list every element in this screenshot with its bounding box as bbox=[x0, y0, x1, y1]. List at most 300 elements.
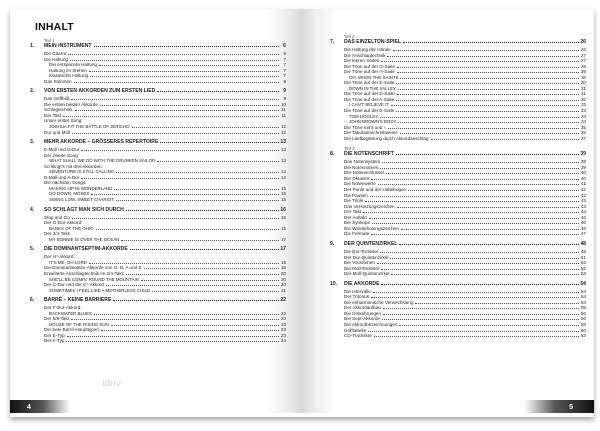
entry-title: SWING LOW, SWEET CHARIOT bbox=[49, 197, 114, 203]
watermark: idnv bbox=[102, 379, 122, 389]
dot-leader bbox=[370, 196, 579, 197]
entry-page: 35 bbox=[580, 124, 586, 130]
entry-page: 46 bbox=[580, 214, 586, 220]
chapter-page: 26 bbox=[580, 39, 586, 45]
entry-page: 37 bbox=[580, 135, 586, 141]
entry-page: 23 bbox=[280, 316, 286, 322]
chapter-title: VON ERSTEN AKKORDEN ZUM ERSTEN LIED bbox=[44, 88, 156, 95]
entry-title: Das Stimmen bbox=[44, 78, 72, 84]
entry-page: 16 bbox=[280, 214, 286, 220]
entry-page: 52 bbox=[580, 260, 586, 266]
toc-chapter[interactable] bbox=[330, 152, 586, 159]
entry-page: 11 bbox=[281, 112, 286, 118]
entry-title: IT'S ME, OH LORD bbox=[49, 259, 87, 265]
entry-title: MY BONNIE IS OVER THE OCEAN bbox=[49, 236, 120, 242]
entry-page: 9 bbox=[283, 96, 286, 102]
dot-leader bbox=[157, 91, 279, 92]
chapter-title: DAS EINZELTON-SPIEL bbox=[344, 39, 401, 45]
dot-leader bbox=[400, 133, 579, 134]
entry-page: 20 bbox=[280, 282, 286, 288]
entry-title: Die Töne auf der E-Saite bbox=[344, 80, 395, 86]
entry-title: Der C-Dur und der C⁷-Akkord bbox=[44, 282, 104, 288]
dot-leader bbox=[393, 50, 579, 51]
dot-leader bbox=[396, 154, 579, 155]
chapter-page: 13 bbox=[280, 139, 286, 146]
chapter-title: MEIN INSTRUMENT bbox=[44, 43, 92, 49]
dot-leader bbox=[381, 269, 579, 270]
entry-page: 15 bbox=[281, 185, 286, 191]
entry-title: Dur und Moll bbox=[44, 129, 71, 135]
entry-title: Die Synkope bbox=[344, 220, 371, 226]
entry-page: 28 bbox=[580, 63, 586, 69]
entry-title: Haltung im Stehen bbox=[49, 67, 87, 73]
entry-title: Das Griffbild bbox=[44, 96, 70, 102]
dot-leader bbox=[67, 336, 279, 337]
chapter-title: DIE DOMINANTSEPTIM-AKKORDE bbox=[44, 246, 128, 253]
entry-page: 52 bbox=[580, 265, 586, 271]
toc-chapter[interactable] bbox=[330, 40, 586, 47]
entry-page: 40 bbox=[580, 170, 586, 176]
dot-leader bbox=[152, 291, 279, 292]
entry-page: 42 bbox=[580, 192, 586, 198]
chapter-title: DIE AKKORDE bbox=[344, 280, 380, 287]
entry-title: Die Dominantseptim-Akkorde von G, D, A und E bbox=[44, 265, 142, 271]
dot-leader bbox=[401, 229, 579, 230]
dot-leader bbox=[383, 314, 579, 315]
entry-title: Die Tabulaturschreibweise bbox=[344, 130, 398, 136]
footer-bar bbox=[524, 400, 594, 413]
entry-title: Der Punkt und der Haltebogen bbox=[344, 187, 407, 193]
dot-leader bbox=[396, 100, 579, 101]
chapter-number: 2. bbox=[30, 88, 35, 95]
chapter-page: 48 bbox=[580, 240, 586, 247]
entry-title: Stop and Go bbox=[44, 214, 70, 220]
entry-title: Die Notennamen bbox=[344, 164, 379, 170]
entry-title: Die Haltung der Hände bbox=[344, 47, 391, 52]
chapter-page: 16 bbox=[280, 206, 286, 213]
entry-page: 12 bbox=[280, 129, 286, 135]
chapter-title: SO SCHLÄGT MAN SICH DURCH bbox=[44, 206, 124, 213]
entry-page: 7 bbox=[283, 56, 286, 62]
entry-title: ADVENTURE IS STILL CALLING bbox=[49, 169, 115, 175]
entry-title: So klingt's mit drei Akkorden: bbox=[44, 163, 103, 169]
entry-page: 13 bbox=[280, 147, 286, 153]
chapter-number: 1. bbox=[30, 43, 35, 49]
dot-leader bbox=[74, 82, 279, 83]
dot-leader bbox=[70, 60, 279, 61]
dot-leader bbox=[126, 210, 279, 211]
entry-page: 18 bbox=[281, 259, 286, 265]
entry-page: 20 bbox=[280, 270, 286, 276]
entry-title: Das Notensystem bbox=[344, 159, 381, 165]
entry-title: D-Moll und A-Dur bbox=[44, 174, 80, 180]
dot-leader bbox=[106, 285, 279, 286]
entry-page: 26 bbox=[580, 47, 586, 52]
dot-leader bbox=[371, 179, 579, 180]
toc-chapter[interactable] bbox=[30, 247, 286, 254]
dot-leader bbox=[68, 54, 279, 55]
entry-page: 14 bbox=[280, 174, 286, 180]
dot-leader bbox=[380, 168, 579, 169]
dot-leader bbox=[141, 280, 279, 281]
chapter-number: 7. bbox=[330, 39, 335, 45]
entry-page: 21 bbox=[281, 287, 286, 293]
chapter-page: 22 bbox=[280, 297, 286, 304]
entry-title: Die Haltung bbox=[44, 56, 69, 62]
entry-page: 46 bbox=[580, 220, 586, 226]
entry-title: Der Takt bbox=[344, 209, 362, 215]
entry-title: Die Töne auf der E-Saite bbox=[344, 108, 395, 114]
entry-page: 13 bbox=[281, 158, 286, 164]
right-page bbox=[301, 9, 594, 413]
dot-leader bbox=[381, 61, 579, 62]
page-heading: INHALT bbox=[35, 21, 74, 33]
chapter-number: 8. bbox=[330, 151, 335, 158]
dot-leader bbox=[381, 284, 579, 285]
dot-leader bbox=[368, 331, 579, 332]
dot-leader bbox=[391, 105, 579, 106]
entry-page: 12 bbox=[281, 124, 286, 130]
entry-title: Der A-Typ bbox=[44, 338, 65, 344]
entry-title: Die Moll-Tonleiter bbox=[344, 265, 380, 271]
entry-page: 40 bbox=[580, 175, 586, 181]
entry-page: 39 bbox=[580, 164, 586, 170]
entry-title: Der F-Dur-Akkord: bbox=[44, 305, 82, 311]
chapter-page: 17 bbox=[280, 246, 286, 253]
chapter-page: 6 bbox=[283, 43, 286, 49]
dot-leader bbox=[377, 263, 579, 264]
entry-title: WHAT SHALL WE DO WITH THE DRUNKEN SAILOR bbox=[49, 158, 156, 164]
dot-leader bbox=[387, 56, 579, 57]
entry-page: 32 bbox=[580, 96, 586, 102]
entry-page: 34 bbox=[581, 113, 586, 119]
dot-leader bbox=[398, 122, 579, 123]
entry-page: 27 bbox=[580, 52, 586, 58]
entry-title: Der Notenschlüssel bbox=[344, 170, 384, 176]
dot-leader bbox=[388, 128, 579, 129]
dot-leader bbox=[382, 319, 579, 320]
dot-leader bbox=[363, 212, 579, 213]
toc-entry[interactable] bbox=[30, 338, 286, 344]
entry-page: 53 bbox=[580, 271, 586, 277]
entry-title: Der 3/4-Takt: bbox=[44, 231, 71, 237]
toc-chapter[interactable] bbox=[330, 242, 586, 249]
toc-right bbox=[330, 34, 586, 339]
dot-leader bbox=[89, 263, 279, 264]
entry-title: Die Anschlagtechnik bbox=[344, 52, 386, 58]
chapter-page: 54 bbox=[580, 280, 586, 287]
dot-leader bbox=[99, 65, 279, 66]
entry-title: Die entspannte Haltung bbox=[49, 62, 98, 68]
entry-page: 58 bbox=[580, 321, 586, 327]
dot-leader bbox=[96, 229, 279, 230]
chapter-title: BARRÉ – KEINE BARRIERE bbox=[44, 297, 112, 304]
entry-page: 35 bbox=[580, 130, 586, 136]
entry-page: 47 bbox=[580, 231, 586, 237]
chapter-title: DER QUINTENZIRKEL bbox=[344, 240, 398, 247]
toc-entry[interactable] bbox=[330, 333, 586, 339]
entry-page: 54 bbox=[580, 288, 586, 294]
entry-page: 23 bbox=[281, 321, 286, 327]
dot-leader bbox=[116, 172, 279, 173]
chapter-title: DIE NOTENSCHRIFT bbox=[344, 151, 394, 158]
dot-leader bbox=[380, 252, 579, 253]
entry-title: Der Moll-Quintenzirkel bbox=[344, 271, 390, 277]
entry-page: 39 bbox=[580, 159, 586, 165]
entry-title: JOSHUA FIT THE BATTLE OF JERICHO bbox=[49, 124, 130, 130]
entry-title: I CAN'T BELIEVE IT bbox=[349, 102, 389, 108]
book-spread bbox=[10, 9, 594, 417]
entry-page: 17 bbox=[281, 236, 286, 242]
dot-leader bbox=[72, 133, 279, 134]
dot-leader bbox=[431, 139, 579, 140]
entry-title: Die Töne auf der A-Saite bbox=[344, 96, 395, 102]
entry-page: 27 bbox=[580, 58, 586, 64]
dot-leader bbox=[400, 78, 579, 79]
dot-leader bbox=[380, 117, 579, 118]
dot-leader bbox=[397, 72, 579, 73]
entry-title: WAKING UP IN WONDERLAND bbox=[49, 185, 113, 191]
entry-page: 33 bbox=[581, 102, 586, 108]
entry-page: 24 bbox=[280, 338, 286, 344]
dot-leader bbox=[383, 308, 579, 309]
dot-leader bbox=[114, 189, 279, 190]
entry-title: Die Oktaven bbox=[344, 175, 370, 181]
entry-page: 15 bbox=[281, 197, 286, 203]
dot-leader bbox=[397, 207, 579, 208]
dot-leader bbox=[90, 76, 279, 77]
entry-title: Die Pausen bbox=[344, 192, 368, 198]
dot-leader bbox=[369, 218, 579, 219]
toc-chapter[interactable] bbox=[330, 282, 586, 289]
dot-leader bbox=[66, 341, 279, 342]
dot-leader bbox=[371, 297, 579, 298]
entry-title: Die Töne mit ♯ und ♭ bbox=[344, 124, 386, 130]
dot-leader bbox=[415, 303, 579, 304]
dot-leader bbox=[63, 116, 279, 117]
entry-page: 62 bbox=[580, 333, 586, 339]
entry-page: 46 bbox=[580, 225, 586, 231]
entry-page: 54 bbox=[580, 294, 586, 300]
dot-leader bbox=[373, 292, 579, 293]
entry-title: Der Auftakt bbox=[344, 214, 367, 220]
entry-title: SOMETIMES I FEEL LIKE A MOTHERLESS CHILD bbox=[49, 287, 151, 293]
toc-chapter[interactable] bbox=[30, 44, 286, 51]
dot-leader bbox=[372, 223, 579, 224]
entry-page: 41 bbox=[580, 181, 586, 187]
entry-page: 23 bbox=[280, 327, 286, 333]
entry-title: SHE'LL BE COMIN' ROUND THE MOUNTAIN bbox=[49, 276, 139, 282]
chapter-number: 5. bbox=[30, 246, 35, 253]
dot-leader bbox=[71, 99, 279, 100]
entry-title: Die Töne auf der H-Saite bbox=[344, 69, 395, 75]
entry-page: 31 bbox=[581, 85, 586, 91]
dot-leader bbox=[396, 111, 579, 112]
part-label: Teil 1 bbox=[44, 38, 55, 43]
toc-chapter[interactable] bbox=[30, 89, 286, 96]
entry-title: Klassische Haltung bbox=[49, 73, 89, 79]
entry-title: Die Gitarre bbox=[44, 51, 67, 56]
entry-page: 43 bbox=[580, 198, 586, 204]
entry-title: DOWN IN THE VALLEY bbox=[349, 85, 396, 91]
entry-title: Die Sept-Akkorde bbox=[344, 316, 381, 322]
dot-leader bbox=[408, 190, 579, 191]
entry-title: Der 6/8-Takt bbox=[44, 316, 70, 322]
entry-title: Die Liedbegleitung durch Akkordanschlag bbox=[344, 135, 429, 141]
dot-leader bbox=[101, 330, 279, 331]
entry-title: BACKWATER BLUES bbox=[49, 310, 92, 316]
footer-bar bbox=[10, 400, 70, 413]
dot-leader bbox=[398, 89, 579, 90]
entry-page: 10 bbox=[280, 101, 286, 107]
entry-title: Die Intervalle bbox=[344, 288, 371, 294]
entry-page: 15 bbox=[281, 191, 286, 197]
entry-title: Der E-Typ bbox=[44, 332, 65, 338]
dot-leader bbox=[89, 71, 279, 72]
entry-page: 22 bbox=[281, 310, 286, 316]
entry-title: Der Takt bbox=[44, 112, 62, 118]
dot-leader bbox=[132, 127, 279, 128]
entry-page: 30 bbox=[581, 74, 586, 80]
entry-title: Die enharmonische Verwechslung bbox=[344, 299, 414, 305]
dot-leader bbox=[121, 240, 279, 241]
dot-leader bbox=[160, 142, 279, 143]
dot-leader bbox=[94, 46, 279, 47]
chapter-number: 6. bbox=[30, 297, 35, 304]
entry-title: CD-Trackliste bbox=[344, 333, 372, 339]
entry-page: 55 bbox=[580, 305, 586, 311]
entry-title: Das Versetzungszeichen bbox=[344, 203, 395, 209]
dot-leader bbox=[94, 314, 279, 315]
dot-leader bbox=[382, 162, 579, 163]
dot-leader bbox=[365, 201, 579, 202]
dot-leader bbox=[71, 319, 279, 320]
entry-title: Die zwei Barré-Haupttypen bbox=[44, 327, 99, 333]
entry-title: Der G-Dur-Akkord: bbox=[44, 220, 83, 226]
entry-page: 43 bbox=[580, 203, 586, 209]
chapter-number: 4. bbox=[30, 206, 35, 213]
toc-chapter[interactable] bbox=[30, 298, 286, 305]
dot-leader bbox=[378, 184, 579, 185]
dot-leader bbox=[390, 258, 579, 259]
dot-leader bbox=[100, 105, 279, 106]
entry-page: 51 bbox=[580, 254, 586, 260]
entry-title: Die Dur-Tonleiter bbox=[344, 248, 379, 254]
toc-left bbox=[30, 38, 286, 344]
dot-leader bbox=[91, 194, 279, 195]
entry-page: 44 bbox=[580, 209, 586, 215]
entry-title: Die Töne auf der G-Saite bbox=[344, 63, 395, 69]
entry-title: Erweiterte Anschlagtechnik im 2/4-Takt: bbox=[44, 270, 125, 276]
entry-title: Die Umkehrungen bbox=[344, 310, 382, 316]
chapter-number: 10. bbox=[330, 280, 338, 287]
entry-title: Die leeren Saiten bbox=[344, 58, 380, 64]
entry-page: 18 bbox=[280, 265, 286, 271]
dot-leader bbox=[397, 67, 579, 68]
entry-page: 48 bbox=[580, 248, 586, 254]
entry-title: Der zweite Song: bbox=[44, 152, 79, 158]
chapter-page: 39 bbox=[580, 151, 586, 158]
dot-leader bbox=[374, 336, 579, 337]
entry-title: Unser erster Song: bbox=[44, 118, 83, 124]
entry-title: Die Triole bbox=[344, 198, 364, 204]
entry-title: E-Moll und D-Dur bbox=[44, 147, 80, 153]
page-number: 5 bbox=[569, 404, 573, 411]
entry-title: Der H⁷-Akkord: bbox=[44, 254, 75, 260]
entry-title: Der Tritonus bbox=[344, 294, 370, 300]
entry-page: 7 bbox=[283, 62, 286, 68]
entry-title: Die Akkordbezeichnungen bbox=[344, 321, 398, 327]
entry-title: HOUSE OF THE RISING SUN bbox=[49, 321, 109, 327]
dot-leader bbox=[75, 110, 279, 111]
part-label: Teil 2 bbox=[344, 34, 355, 39]
entry-page: 34 bbox=[581, 119, 586, 125]
entry-title: Die ersten beiden Akkorde bbox=[44, 101, 98, 107]
entry-title: Der Dur-Quintenzirkel bbox=[344, 254, 389, 260]
chapter-title: MEHR AKKORDE – GRÖSSERES REPERTOIRE bbox=[44, 139, 159, 146]
entry-title: Die Fermate bbox=[344, 231, 370, 237]
part-label: Teil 3 bbox=[344, 146, 355, 152]
entry-title: Die Vorzeichen bbox=[344, 260, 375, 266]
entry-page: 23 bbox=[280, 332, 286, 338]
entry-title: Die nächsten Songs: bbox=[44, 180, 87, 186]
toc-chapter[interactable] bbox=[30, 208, 286, 215]
entry-page: 7 bbox=[283, 67, 286, 73]
entry-page: 11 bbox=[281, 107, 286, 113]
entry-page: 56 bbox=[580, 316, 586, 322]
dot-leader bbox=[113, 300, 279, 301]
entry-title: TOM DOOLEY bbox=[349, 113, 379, 119]
entry-title: Grifftabelle bbox=[344, 327, 367, 333]
entry-title: Schlagtechnik bbox=[44, 107, 73, 113]
dot-leader bbox=[403, 42, 579, 43]
entry-page: 30 bbox=[580, 80, 586, 86]
dot-leader bbox=[399, 244, 579, 245]
dot-leader bbox=[126, 274, 279, 275]
dot-leader bbox=[81, 178, 279, 179]
chapter-number: 3. bbox=[30, 139, 35, 146]
chapter-page: 9 bbox=[283, 88, 286, 95]
dot-leader bbox=[396, 83, 579, 84]
left-page bbox=[10, 9, 301, 413]
entry-page: 16 bbox=[281, 225, 286, 231]
dot-leader bbox=[144, 268, 279, 269]
entry-page: 60 bbox=[580, 327, 586, 333]
dot-leader bbox=[81, 150, 279, 151]
dot-leader bbox=[399, 325, 579, 326]
entry-title: Die Wiederholungszeichen bbox=[344, 225, 399, 231]
entry-page: 29 bbox=[580, 69, 586, 75]
entry-title: JOHN BROWN'S BODY bbox=[349, 119, 397, 125]
entry-page: 7 bbox=[283, 73, 286, 79]
page-number: 4 bbox=[27, 404, 31, 411]
dot-leader bbox=[72, 218, 279, 219]
dot-leader bbox=[397, 94, 579, 95]
dot-leader bbox=[391, 274, 579, 275]
entry-page: 56 bbox=[580, 310, 586, 316]
entry-title: BANKS OF THE OHIO bbox=[49, 225, 94, 231]
entry-page: 14 bbox=[281, 169, 286, 175]
entry-title: Die Töne auf der D-Saite bbox=[344, 91, 395, 97]
entry-page: 8 bbox=[283, 78, 286, 84]
entry-page: 42 bbox=[580, 187, 586, 193]
entry-title: GO DOWN, MOSES bbox=[49, 191, 90, 197]
dot-leader bbox=[386, 173, 579, 174]
dot-leader bbox=[116, 200, 279, 201]
toc-chapter[interactable] bbox=[30, 140, 286, 147]
entry-page: 31 bbox=[580, 91, 586, 97]
entry-page: 6 bbox=[283, 51, 286, 56]
